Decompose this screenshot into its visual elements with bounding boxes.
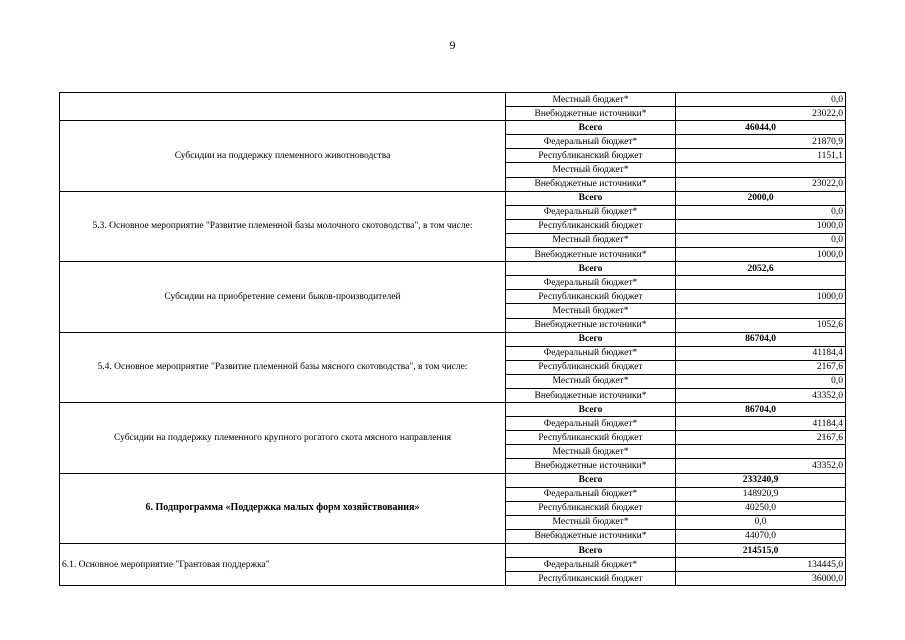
funding-source-cell: Местный бюджет*: [506, 93, 676, 107]
amount-cell: 21870,9: [676, 135, 846, 149]
funding-source-cell: Местный бюджет*: [506, 515, 676, 529]
table-row: [60, 93, 846, 107]
table-row: [60, 403, 846, 417]
activity-cell: Субсидии на приобретение семени быков-производителей: [60, 262, 506, 332]
funding-source-cell: Республиканский бюджет: [506, 219, 676, 233]
funding-source-cell: Внебюджетные источники*: [506, 107, 676, 121]
funding-source-cell: Республиканский бюджет: [506, 360, 676, 374]
amount-cell: 1052,6: [676, 318, 846, 332]
amount-cell: 43352,0: [676, 459, 846, 473]
table-row: [60, 191, 846, 205]
amount-total-cell: 214515,0: [676, 544, 846, 558]
funding-source-cell: Внебюджетные источники*: [506, 248, 676, 262]
table-row: [60, 332, 846, 346]
activity-cell: Субсидии на поддержку племенного животноводства: [60, 121, 506, 191]
funding-source-cell: Федеральный бюджет*: [506, 135, 676, 149]
funding-source-cell: Федеральный бюджет*: [506, 346, 676, 360]
amount-cell: [676, 304, 846, 318]
amount-cell: 2167,6: [676, 431, 846, 445]
amount-cell: 148920,9: [676, 487, 846, 501]
amount-cell: [676, 163, 846, 177]
amount-cell: 0,0: [676, 233, 846, 247]
amount-cell: 40250,0: [676, 501, 846, 515]
funding-source-cell: Федеральный бюджет*: [506, 276, 676, 290]
amount-cell: [676, 445, 846, 459]
amount-cell: 36000,0: [676, 572, 846, 586]
funding-source-total-cell: Всего: [506, 262, 676, 276]
activity-cell: 6.1. Основное мероприятие "Грантовая поддержка": [60, 544, 506, 586]
funding-source-cell: Федеральный бюджет*: [506, 487, 676, 501]
funding-source-total-cell: Всего: [506, 332, 676, 346]
activity-cell: 5.4. Основное мероприятие "Развитие племенной базы мясного скотоводства", в том числе:: [60, 332, 506, 402]
amount-cell: 1000,0: [676, 290, 846, 304]
amount-cell: 0,0: [676, 374, 846, 388]
funding-source-cell: Местный бюджет*: [506, 233, 676, 247]
amount-total-cell: 86704,0: [676, 403, 846, 417]
funding-source-cell: Республиканский бюджет: [506, 501, 676, 515]
amount-cell: 23022,0: [676, 107, 846, 121]
amount-total-cell: 2000,0: [676, 191, 846, 205]
amount-cell: 44070,0: [676, 529, 846, 543]
funding-source-cell: Республиканский бюджет: [506, 431, 676, 445]
amount-cell: 0,0: [676, 205, 846, 219]
table-row: [60, 121, 846, 135]
page-number: 9: [449, 38, 456, 52]
funding-source-cell: Внебюджетные источники*: [506, 459, 676, 473]
table-row: [60, 262, 846, 276]
amount-cell: 134445,0: [676, 558, 846, 572]
budget-table: [59, 92, 846, 586]
amount-cell: [676, 276, 846, 290]
funding-source-total-cell: Всего: [506, 121, 676, 135]
funding-source-cell: Местный бюджет*: [506, 374, 676, 388]
funding-source-cell: Федеральный бюджет*: [506, 558, 676, 572]
funding-source-cell: Внебюджетные источники*: [506, 177, 676, 191]
amount-total-cell: 233240,9: [676, 473, 846, 487]
amount-total-cell: 46044,0: [676, 121, 846, 135]
funding-source-cell: Внебюджетные источники*: [506, 388, 676, 402]
amount-cell: 1000,0: [676, 219, 846, 233]
amount-cell: 2167,6: [676, 360, 846, 374]
funding-source-cell: Федеральный бюджет*: [506, 205, 676, 219]
amount-total-cell: 86704,0: [676, 332, 846, 346]
activity-cell: [60, 93, 506, 121]
amount-total-cell: 2052,6: [676, 262, 846, 276]
table-row: [60, 544, 846, 558]
activity-cell: 5.3. Основное мероприятие "Развитие племенной базы молочного скотоводства", в том числе:: [60, 191, 506, 261]
amount-cell: 41184,4: [676, 417, 846, 431]
funding-source-cell: Федеральный бюджет*: [506, 417, 676, 431]
funding-source-cell: Внебюджетные источники*: [506, 318, 676, 332]
funding-source-total-cell: Всего: [506, 403, 676, 417]
activity-cell: Субсидии на поддержку племенного крупного рогатого скота мясного направления: [60, 403, 506, 473]
amount-cell: 23022,0: [676, 177, 846, 191]
funding-source-total-cell: Всего: [506, 544, 676, 558]
amount-cell: 0,0: [676, 93, 846, 107]
funding-source-total-cell: Всего: [506, 473, 676, 487]
table-row: [60, 473, 846, 487]
amount-cell: 43352,0: [676, 388, 846, 402]
amount-cell: 0,0: [676, 515, 846, 529]
funding-source-cell: Местный бюджет*: [506, 445, 676, 459]
amount-cell: 1000,0: [676, 248, 846, 262]
funding-source-cell: Республиканский бюджет: [506, 149, 676, 163]
funding-source-cell: Местный бюджет*: [506, 304, 676, 318]
funding-source-cell: Республиканский бюджет: [506, 290, 676, 304]
amount-cell: 1151,1: [676, 149, 846, 163]
funding-source-cell: Местный бюджет*: [506, 163, 676, 177]
subprogram-cell: 6. Подпрограмма «Поддержка малых форм хозяйствования»: [60, 473, 506, 543]
funding-source-cell: Республиканский бюджет: [506, 572, 676, 586]
funding-source-total-cell: Всего: [506, 191, 676, 205]
funding-source-cell: Внебюджетные источники*: [506, 529, 676, 543]
amount-cell: 41184,4: [676, 346, 846, 360]
